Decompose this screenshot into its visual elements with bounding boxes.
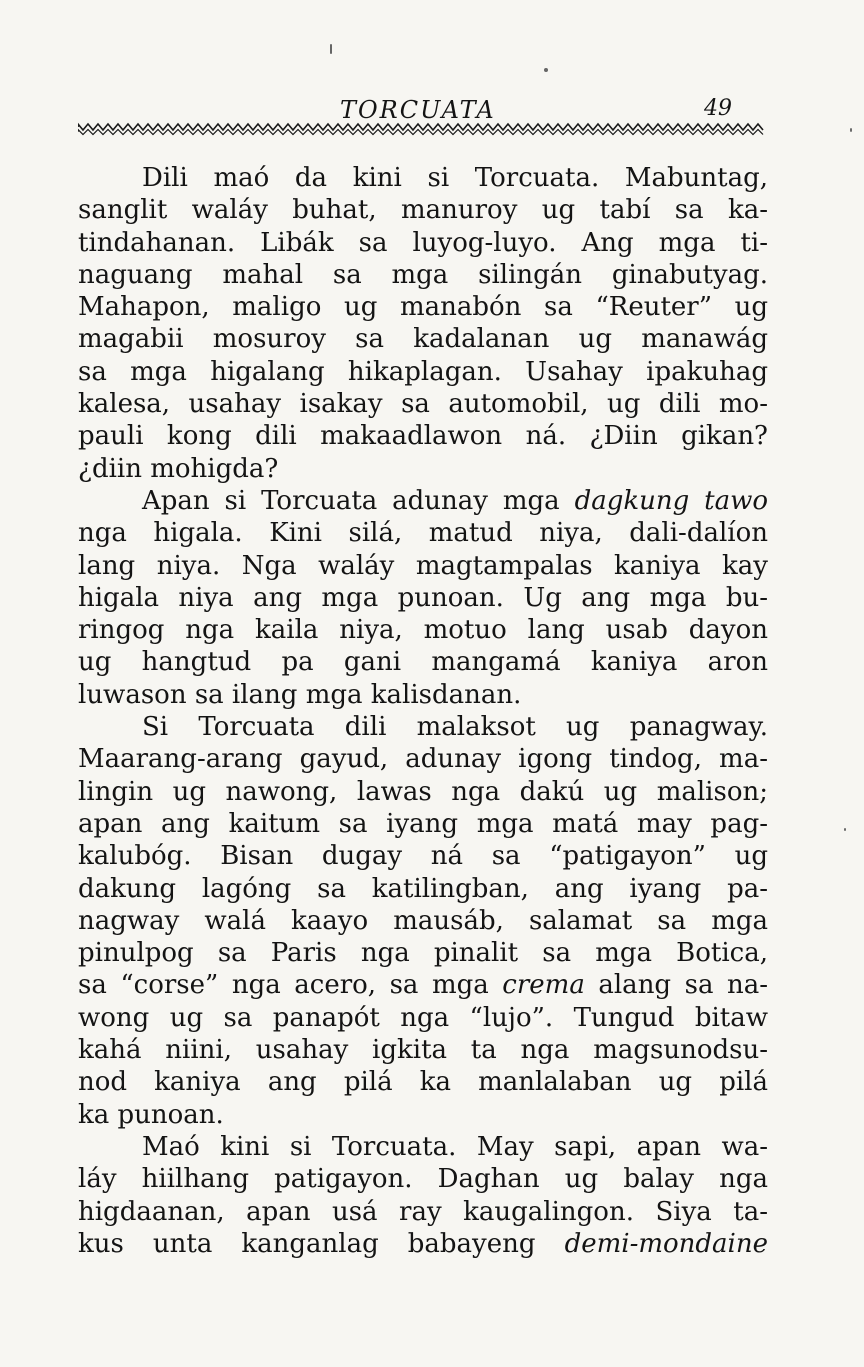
text-line: luwason sa ilang mga kalisdanan. bbox=[78, 679, 522, 710]
running-title: TORCUATA bbox=[340, 96, 496, 124]
text-line: Mahapon, maligo ug manabón sa “Reuter” ug bbox=[78, 292, 768, 323]
text-line: sa mga higalang hikaplagan. Usahay ipakuhag bbox=[78, 356, 768, 387]
text-line: dakung lagóng sa katilingban, ang iyang pa- bbox=[78, 873, 768, 904]
page-number: 49 bbox=[704, 96, 732, 121]
text-line: higala niya ang mga punoan. Ug ang mga bu- bbox=[78, 582, 768, 613]
text-line: pinulpog sa Paris nga pinalit sa mga Botica, bbox=[78, 938, 768, 969]
text-line: kus unta kanganlag babayeng demi-mondaine bbox=[78, 1228, 768, 1259]
ink-speck bbox=[844, 828, 846, 831]
ink-speck bbox=[544, 68, 548, 72]
text-line: sanglit waláy buhat, manuroy ug tabí sa ka- bbox=[78, 195, 768, 226]
text-line: ka punoan. bbox=[78, 1099, 224, 1130]
text-line: Maarang-arang gayud, adunay igong tindog, ma- bbox=[78, 744, 768, 775]
text-line: nga higala. Kini silá, matud niya, dali-dalíon bbox=[78, 518, 768, 549]
text-line: ¿diin mohigda? bbox=[78, 453, 279, 484]
text-line: Si Torcuata dili malaksot ug panagway. bbox=[142, 712, 768, 743]
ink-speck bbox=[850, 128, 852, 132]
body-text bbox=[78, 162, 768, 1260]
page-header bbox=[78, 96, 766, 136]
text-line: wong ug sa panapót nga “lujo”. Tungud bitaw bbox=[78, 1002, 768, 1033]
text-line: kahá niini, usahay igkita ta nga magsunodsu- bbox=[78, 1035, 768, 1066]
text-line: kalubóg. Bisan dugay ná sa “patigayon” ug bbox=[78, 841, 768, 872]
text-line: láy hiilhang patigayon. Daghan ug balay nga bbox=[78, 1164, 768, 1195]
text-line: ug hangtud pa gani mangamá kaniya aron bbox=[78, 647, 768, 678]
text-line: kalesa, usahay isakay sa automobil, ug dili mo- bbox=[78, 389, 768, 420]
text-line: tindahanan. Libák sa luyog-luyo. Ang mga ti- bbox=[78, 227, 768, 258]
text-line: ringog nga kaila niya, motuo lang usab dayon bbox=[78, 615, 768, 646]
text-line: pauli kong dili makaadlawon ná. ¿Diin gikan? bbox=[78, 421, 768, 452]
text-line: magabii mosuroy sa kadalanan ug manawág bbox=[78, 324, 768, 355]
text-line: Dili maó da kini si Torcuata. Mabuntag, bbox=[142, 163, 768, 193]
text-line: lingin ug nawong, lawas nga dakú ug malison; bbox=[78, 776, 768, 807]
text-line: apan ang kaitum sa iyang mga matá may pag- bbox=[78, 808, 768, 839]
text-line: Apan si Torcuata adunay mga dagkung tawo bbox=[142, 485, 768, 516]
text-line: sa “corse” nga acero, sa mga crema alang sa na- bbox=[78, 970, 769, 1001]
text-line: Maó kini si Torcuata. May sapi, apan wa- bbox=[142, 1131, 768, 1162]
text-line: nod kaniya ang pilá ka manlalaban ug pilá bbox=[78, 1067, 768, 1098]
wavy-rule bbox=[78, 122, 766, 136]
text-line: higdaanan, apan usá ray kaugalingon. Siya ta- bbox=[78, 1196, 768, 1227]
text-line: lang niya. Nga waláy magtampalas kaniya kay bbox=[78, 550, 768, 581]
text-line: nagway walá kaayo mausáb, salamat sa mga bbox=[78, 905, 768, 936]
ink-speck bbox=[330, 44, 332, 54]
text-line: naguang mahal sa mga silingán ginabutyag. bbox=[78, 259, 768, 290]
